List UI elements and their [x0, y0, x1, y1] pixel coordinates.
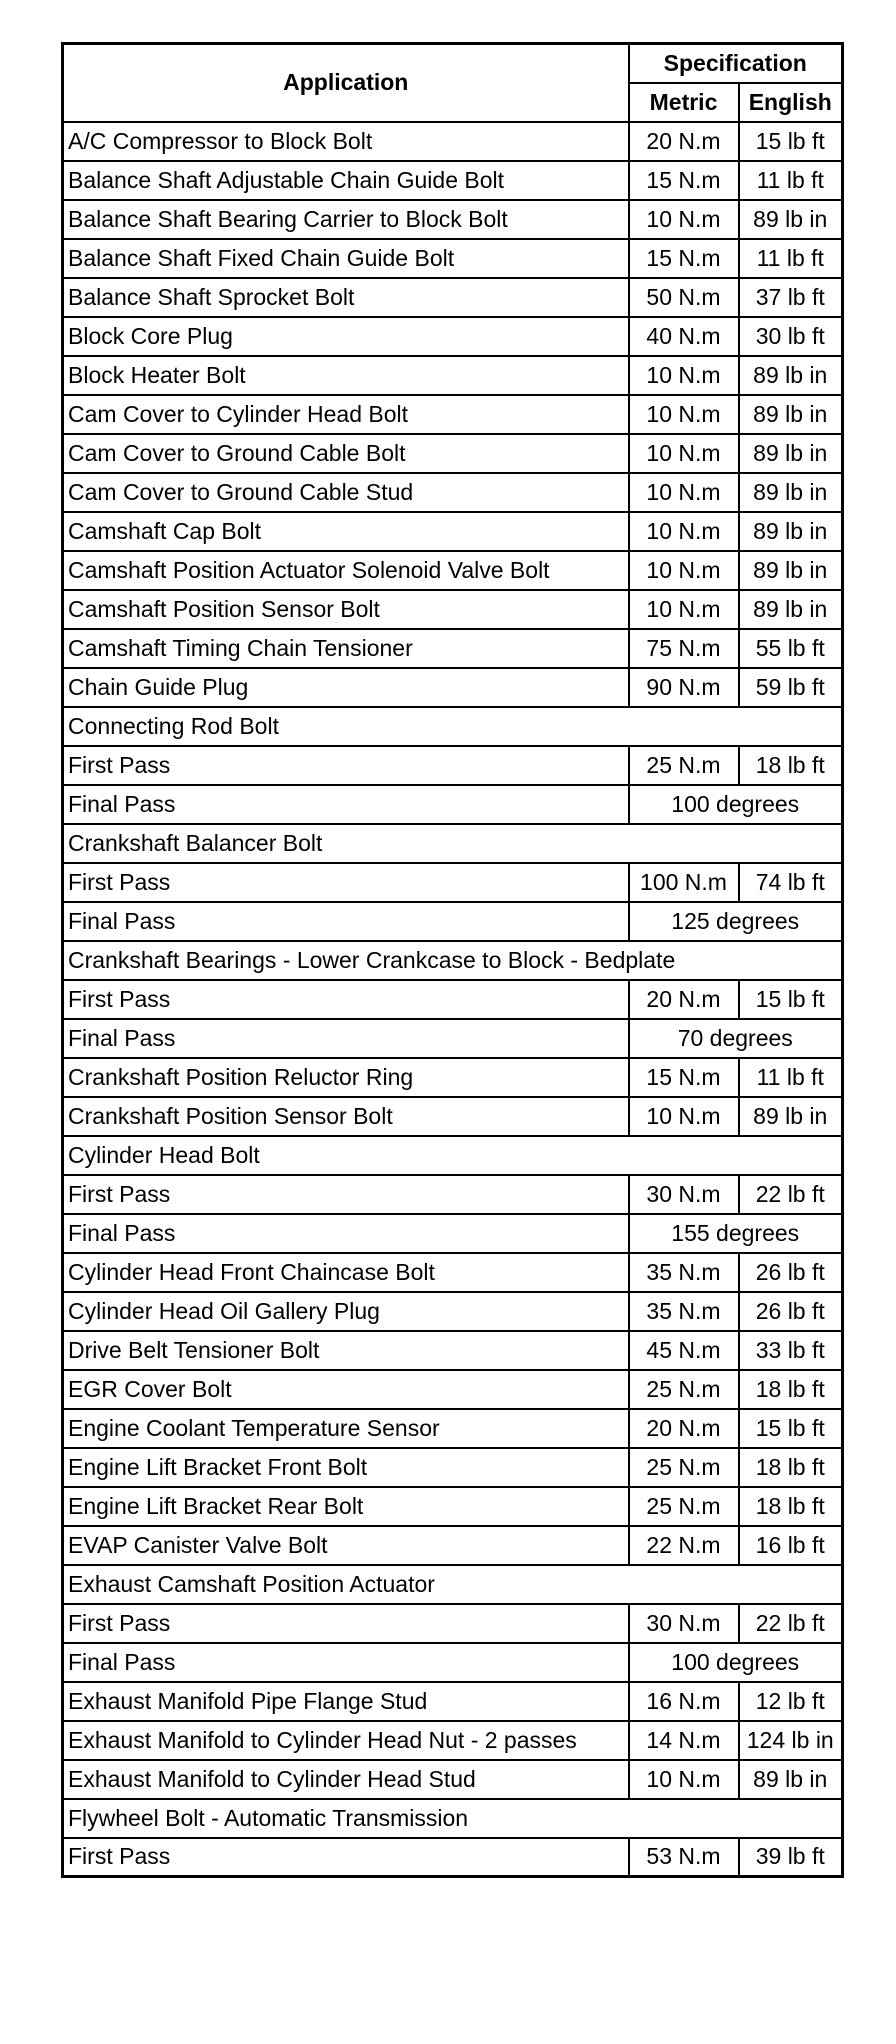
table-row — [63, 1058, 843, 1097]
sub-application-cell: First Pass — [63, 980, 629, 1019]
metric-cell: 10 N.m — [629, 1097, 739, 1136]
english-cell: 89 lb in — [739, 395, 843, 434]
english-cell: 22 lb ft — [739, 1604, 843, 1643]
application-cell: Engine Coolant Temperature Sensor — [63, 1409, 629, 1448]
english-cell: 26 lb ft — [739, 1253, 843, 1292]
spec-value-cell: 155 degrees — [629, 1214, 843, 1253]
table-row — [63, 434, 843, 473]
table-row — [63, 551, 843, 590]
metric-cell: 25 N.m — [629, 746, 739, 785]
metric-cell: 10 N.m — [629, 590, 739, 629]
application-cell: Camshaft Position Actuator Solenoid Valve Bolt — [63, 551, 629, 590]
english-cell: 39 lb ft — [739, 1838, 843, 1877]
application-cell: Cylinder Head Front Chaincase Bolt — [63, 1253, 629, 1292]
metric-cell: 10 N.m — [629, 1760, 739, 1799]
table-row — [63, 1019, 843, 1058]
table-row — [63, 785, 843, 824]
application-cell: Balance Shaft Fixed Chain Guide Bolt — [63, 239, 629, 278]
application-cell: Cylinder Head Oil Gallery Plug — [63, 1292, 629, 1331]
metric-cell: 25 N.m — [629, 1370, 739, 1409]
table-row — [63, 1643, 843, 1682]
group-heading-cell: Connecting Rod Bolt — [63, 707, 843, 746]
sub-application-cell: First Pass — [63, 746, 629, 785]
english-cell: 89 lb in — [739, 356, 843, 395]
metric-cell: 45 N.m — [629, 1331, 739, 1370]
application-cell: Engine Lift Bracket Front Bolt — [63, 1448, 629, 1487]
english-cell: 89 lb in — [739, 590, 843, 629]
application-cell: Camshaft Cap Bolt — [63, 512, 629, 551]
table-row — [63, 1448, 843, 1487]
application-cell: Block Core Plug — [63, 317, 629, 356]
table-row — [63, 941, 843, 980]
torque-spec-table — [61, 42, 844, 1878]
application-cell: Cam Cover to Ground Cable Stud — [63, 473, 629, 512]
application-cell: Camshaft Position Sensor Bolt — [63, 590, 629, 629]
english-cell: 59 lb ft — [739, 668, 843, 707]
table-row — [63, 746, 843, 785]
english-cell: 15 lb ft — [739, 1409, 843, 1448]
english-cell: 89 lb in — [739, 200, 843, 239]
metric-cell: 10 N.m — [629, 473, 739, 512]
table-row — [63, 512, 843, 551]
metric-cell: 35 N.m — [629, 1253, 739, 1292]
table-row — [63, 1682, 843, 1721]
table-row — [63, 317, 843, 356]
group-heading-cell: Cylinder Head Bolt — [63, 1136, 843, 1175]
metric-cell: 15 N.m — [629, 239, 739, 278]
english-cell: 30 lb ft — [739, 317, 843, 356]
table-row — [63, 1253, 843, 1292]
metric-cell: 20 N.m — [629, 122, 739, 161]
metric-cell: 20 N.m — [629, 980, 739, 1019]
metric-cell: 15 N.m — [629, 161, 739, 200]
table-row — [63, 668, 843, 707]
spec-value-cell: 100 degrees — [629, 785, 843, 824]
metric-cell: 75 N.m — [629, 629, 739, 668]
application-cell: Exhaust Manifold to Cylinder Head Nut - 2 passes — [63, 1721, 629, 1760]
table-row — [63, 473, 843, 512]
table-row — [63, 824, 843, 863]
table-row — [63, 1760, 843, 1799]
table-row — [63, 1565, 843, 1604]
sub-application-cell: Final Pass — [63, 902, 629, 941]
english-cell: 11 lb ft — [739, 161, 843, 200]
metric-cell: 35 N.m — [629, 1292, 739, 1331]
metric-cell: 16 N.m — [629, 1682, 739, 1721]
english-cell: 89 lb in — [739, 1760, 843, 1799]
metric-cell: 50 N.m — [629, 278, 739, 317]
metric-cell: 22 N.m — [629, 1526, 739, 1565]
table-row — [63, 1487, 843, 1526]
english-cell: 18 lb ft — [739, 1487, 843, 1526]
sub-application-cell: First Pass — [63, 863, 629, 902]
table-row — [63, 1292, 843, 1331]
table-row — [63, 590, 843, 629]
table-row — [63, 902, 843, 941]
english-cell: 89 lb in — [739, 512, 843, 551]
english-cell: 16 lb ft — [739, 1526, 843, 1565]
table-row — [63, 161, 843, 200]
application-cell: Drive Belt Tensioner Bolt — [63, 1331, 629, 1370]
table-row — [63, 356, 843, 395]
group-heading-cell: Crankshaft Bearings - Lower Crankcase to Block - Bedplate — [63, 941, 843, 980]
table-row — [63, 1838, 843, 1877]
spec-value-cell: 70 degrees — [629, 1019, 843, 1058]
english-cell: 37 lb ft — [739, 278, 843, 317]
metric-cell: 10 N.m — [629, 434, 739, 473]
group-heading-cell: Crankshaft Balancer Bolt — [63, 824, 843, 863]
table-row — [63, 1097, 843, 1136]
english-cell: 12 lb ft — [739, 1682, 843, 1721]
table-row — [63, 629, 843, 668]
spec-value-cell: 100 degrees — [629, 1643, 843, 1682]
metric-cell: 25 N.m — [629, 1448, 739, 1487]
table-body — [63, 122, 843, 1877]
english-cell: 74 lb ft — [739, 863, 843, 902]
table-row — [63, 1175, 843, 1214]
table-row — [63, 1370, 843, 1409]
table-row — [63, 1214, 843, 1253]
english-cell: 89 lb in — [739, 473, 843, 512]
table-row — [63, 395, 843, 434]
english-cell: 26 lb ft — [739, 1292, 843, 1331]
application-cell: Crankshaft Position Sensor Bolt — [63, 1097, 629, 1136]
metric-cell: 14 N.m — [629, 1721, 739, 1760]
sub-application-cell: Final Pass — [63, 1643, 629, 1682]
sub-application-cell: Final Pass — [63, 1019, 629, 1058]
metric-cell: 10 N.m — [629, 200, 739, 239]
table-row — [63, 278, 843, 317]
sub-application-cell: Final Pass — [63, 1214, 629, 1253]
table-row — [63, 122, 843, 161]
table-row — [63, 1409, 843, 1448]
application-cell: Balance Shaft Adjustable Chain Guide Bolt — [63, 161, 629, 200]
metric-cell: 15 N.m — [629, 1058, 739, 1097]
application-cell: Crankshaft Position Reluctor Ring — [63, 1058, 629, 1097]
table-header — [63, 44, 843, 122]
english-cell: 124 lb in — [739, 1721, 843, 1760]
table-row — [63, 863, 843, 902]
table-row — [63, 200, 843, 239]
specification-column-header: Specification — [629, 44, 843, 83]
table-row — [63, 1721, 843, 1760]
table-row — [63, 707, 843, 746]
english-cell: 89 lb in — [739, 434, 843, 473]
sub-application-cell: First Pass — [63, 1604, 629, 1643]
metric-cell: 100 N.m — [629, 863, 739, 902]
metric-cell: 30 N.m — [629, 1175, 739, 1214]
table-row — [63, 239, 843, 278]
english-column-header: English — [739, 83, 843, 122]
application-cell: Block Heater Bolt — [63, 356, 629, 395]
sub-application-cell: First Pass — [63, 1175, 629, 1214]
english-cell: 33 lb ft — [739, 1331, 843, 1370]
table-row — [63, 1331, 843, 1370]
application-cell: Chain Guide Plug — [63, 668, 629, 707]
english-cell: 18 lb ft — [739, 1370, 843, 1409]
application-cell: Balance Shaft Bearing Carrier to Block Bolt — [63, 200, 629, 239]
metric-cell: 53 N.m — [629, 1838, 739, 1877]
metric-cell: 10 N.m — [629, 356, 739, 395]
application-cell: Balance Shaft Sprocket Bolt — [63, 278, 629, 317]
metric-cell: 10 N.m — [629, 512, 739, 551]
metric-cell: 10 N.m — [629, 395, 739, 434]
table-row — [63, 980, 843, 1019]
english-cell: 15 lb ft — [739, 122, 843, 161]
application-cell: Engine Lift Bracket Rear Bolt — [63, 1487, 629, 1526]
english-cell: 18 lb ft — [739, 746, 843, 785]
metric-cell: 25 N.m — [629, 1487, 739, 1526]
english-cell: 11 lb ft — [739, 239, 843, 278]
sub-application-cell: First Pass — [63, 1838, 629, 1877]
application-cell: A/C Compressor to Block Bolt — [63, 122, 629, 161]
sub-application-cell: Final Pass — [63, 785, 629, 824]
metric-column-header: Metric — [629, 83, 739, 122]
table-row — [63, 1604, 843, 1643]
application-cell: Camshaft Timing Chain Tensioner — [63, 629, 629, 668]
application-cell: Cam Cover to Cylinder Head Bolt — [63, 395, 629, 434]
english-cell: 89 lb in — [739, 551, 843, 590]
english-cell: 11 lb ft — [739, 1058, 843, 1097]
english-cell: 89 lb in — [739, 1097, 843, 1136]
group-heading-cell: Exhaust Camshaft Position Actuator — [63, 1565, 843, 1604]
metric-cell: 10 N.m — [629, 551, 739, 590]
metric-cell: 20 N.m — [629, 1409, 739, 1448]
application-cell: Exhaust Manifold Pipe Flange Stud — [63, 1682, 629, 1721]
table-row — [63, 1799, 843, 1838]
english-cell: 15 lb ft — [739, 980, 843, 1019]
english-cell: 55 lb ft — [739, 629, 843, 668]
group-heading-cell: Flywheel Bolt - Automatic Transmission — [63, 1799, 843, 1838]
application-cell: Cam Cover to Ground Cable Bolt — [63, 434, 629, 473]
metric-cell: 40 N.m — [629, 317, 739, 356]
table-row — [63, 1136, 843, 1175]
application-cell: EGR Cover Bolt — [63, 1370, 629, 1409]
application-cell: EVAP Canister Valve Bolt — [63, 1526, 629, 1565]
table-row — [63, 1526, 843, 1565]
english-cell: 22 lb ft — [739, 1175, 843, 1214]
english-cell: 18 lb ft — [739, 1448, 843, 1487]
metric-cell: 30 N.m — [629, 1604, 739, 1643]
application-cell: Exhaust Manifold to Cylinder Head Stud — [63, 1760, 629, 1799]
metric-cell: 90 N.m — [629, 668, 739, 707]
spec-value-cell: 125 degrees — [629, 902, 843, 941]
application-column-header: Application — [63, 44, 629, 122]
